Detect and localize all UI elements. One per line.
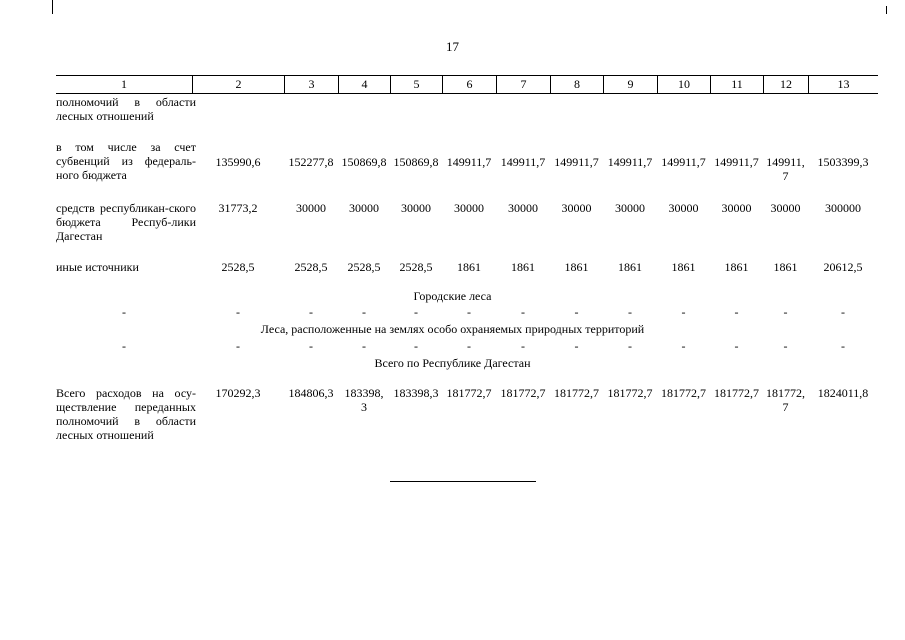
dash-cell: - — [414, 305, 418, 319]
header-cell-12: 12 — [763, 76, 808, 93]
cell-text: 30000 — [296, 201, 326, 215]
row-label-federal: в том числе за счет субвенций из федераль-ного бюджета — [56, 140, 196, 182]
cell-text: 170292,3 — [215, 386, 261, 400]
cell-text: 181772,7 — [500, 386, 546, 400]
cell-text: 30000 — [615, 201, 645, 215]
cell-text-wrap: 7 — [782, 169, 789, 183]
cell-text: 31773,2 — [218, 201, 258, 215]
cell-text: 2528,5 — [399, 260, 433, 274]
header-cell-7: 7 — [496, 76, 550, 93]
cell-text-wrap: 7 — [782, 400, 789, 414]
cell-text: 149911,7 — [500, 155, 546, 169]
cell-value — [198, 201, 278, 215]
cell-text: 152277,8 — [288, 155, 334, 169]
cell-text: 30000 — [770, 201, 801, 215]
bottom-rule — [390, 481, 536, 482]
cell-text: 181772,7 — [446, 386, 492, 400]
dash-cell: - — [734, 339, 739, 353]
section-heading-total: Всего по Республике Дагестан — [374, 356, 531, 370]
cell-text: 30000 — [508, 201, 538, 215]
dash-cell: - — [122, 339, 126, 353]
scan-edge-mark — [886, 6, 887, 14]
cell-text: 30000 — [721, 201, 752, 215]
header-cell-5: 5 — [390, 76, 442, 93]
row-label-other: иные источники — [56, 260, 139, 274]
cell-text: 150869,8 — [341, 155, 387, 169]
section-heading-protected: Леса, расположенные на землях особо охраняемых природных территорий — [260, 322, 645, 336]
dash-cell: - — [521, 305, 525, 319]
cell-text: 183398, — [344, 386, 384, 400]
dash-cell: - — [681, 305, 686, 319]
section-heading-city-forests: Городские леса — [413, 289, 492, 303]
cell-text: 181772,7 — [661, 386, 706, 400]
cell-text: 181772,7 — [714, 386, 759, 400]
cell-value — [198, 155, 278, 169]
cell-value — [198, 260, 278, 274]
cell-value — [803, 260, 883, 274]
row-label-republic: средств республикан-ского бюджета Респуб-лики Дагестан — [56, 201, 196, 243]
header-cell-11: 11 — [710, 76, 763, 93]
dash-cell: - — [122, 305, 126, 319]
cell-text-wrap: 3 — [361, 400, 367, 414]
table-header-row — [56, 75, 878, 94]
cell-text: 30000 — [349, 201, 379, 215]
cell-text: 30000 — [561, 201, 592, 215]
cell-text: 1861 — [564, 260, 589, 274]
dash-cell: - — [628, 305, 632, 319]
cell-value — [803, 386, 883, 400]
dash-cell: - — [236, 305, 240, 319]
cell-text: 1861 — [618, 260, 642, 274]
cell-text: 2528,5 — [221, 260, 255, 274]
row-label-total: Всего расходов на осу-ществление переданных полномочий в области лесных отношений — [56, 386, 196, 442]
dash-cell: - — [841, 339, 845, 353]
cell-text: 150869,8 — [393, 155, 439, 169]
cell-text: 181772,7 — [607, 386, 653, 400]
cell-text: 181772, — [766, 386, 805, 400]
cell-text: 30000 — [401, 201, 431, 215]
dash-cell: - — [574, 305, 579, 319]
header-cell-2: 2 — [192, 76, 284, 93]
dash-cell: - — [467, 305, 471, 319]
dash-cell: - — [414, 339, 418, 353]
cell-value — [803, 155, 883, 169]
cell-text: 184806,3 — [288, 386, 334, 400]
cell-text: 1503399,3 — [817, 155, 869, 169]
dash-cell: - — [236, 339, 240, 353]
cell-text: 149911, — [766, 155, 805, 169]
header-cell-13: 13 — [808, 76, 878, 93]
cell-value — [198, 386, 278, 400]
cell-text: 30000 — [668, 201, 699, 215]
cell-text: 1824011,8 — [817, 386, 869, 400]
dash-cell: - — [362, 305, 366, 319]
dash-cell: - — [681, 339, 686, 353]
cell-text: 1861 — [773, 260, 798, 274]
header-cell-8: 8 — [550, 76, 603, 93]
dash-cell: - — [734, 305, 739, 319]
scan-edge-mark — [52, 0, 53, 14]
header-cell-1: 1 — [121, 77, 127, 91]
header-cell-10: 10 — [657, 76, 710, 93]
cell-text: 300000 — [825, 201, 861, 215]
cell-text: 135990,6 — [215, 155, 261, 169]
cell-text: 149911,7 — [554, 155, 599, 169]
header-cell-9: 9 — [603, 76, 657, 93]
page-number: 17 — [446, 39, 459, 54]
cell-text: 1861 — [457, 260, 481, 274]
dash-cell: - — [362, 339, 366, 353]
cell-text: 30000 — [454, 201, 484, 215]
cell-text: 2528,5 — [347, 260, 381, 274]
cell-text: 1861 — [511, 260, 535, 274]
dash-cell: - — [521, 339, 525, 353]
cell-text: 20612,5 — [823, 260, 863, 274]
dash-cell: - — [841, 305, 845, 319]
cell-text: 149911,7 — [607, 155, 653, 169]
header-cell-6: 6 — [442, 76, 496, 93]
dash-cell: - — [783, 305, 788, 319]
dash-cell: - — [783, 339, 788, 353]
cell-text: 1861 — [724, 260, 749, 274]
cell-text: 1861 — [671, 260, 696, 274]
cell-text: 149911,7 — [446, 155, 492, 169]
header-cell-3: 3 — [284, 76, 338, 93]
dash-cell: - — [574, 339, 579, 353]
dash-cell: - — [467, 339, 471, 353]
cell-text: 149911,7 — [714, 155, 759, 169]
cell-text: 181772,7 — [554, 386, 599, 400]
dash-cell: - — [309, 339, 313, 353]
cell-text: 2528,5 — [294, 260, 328, 274]
dash-cell: - — [309, 305, 313, 319]
cell-value — [803, 201, 883, 215]
row-label-continuation: полномочий в области лесных отношений — [56, 95, 196, 123]
cell-text: 183398,3 — [393, 386, 439, 400]
cell-text: 149911,7 — [661, 155, 706, 169]
header-cell-4: 4 — [338, 76, 390, 93]
dash-cell: - — [628, 339, 632, 353]
